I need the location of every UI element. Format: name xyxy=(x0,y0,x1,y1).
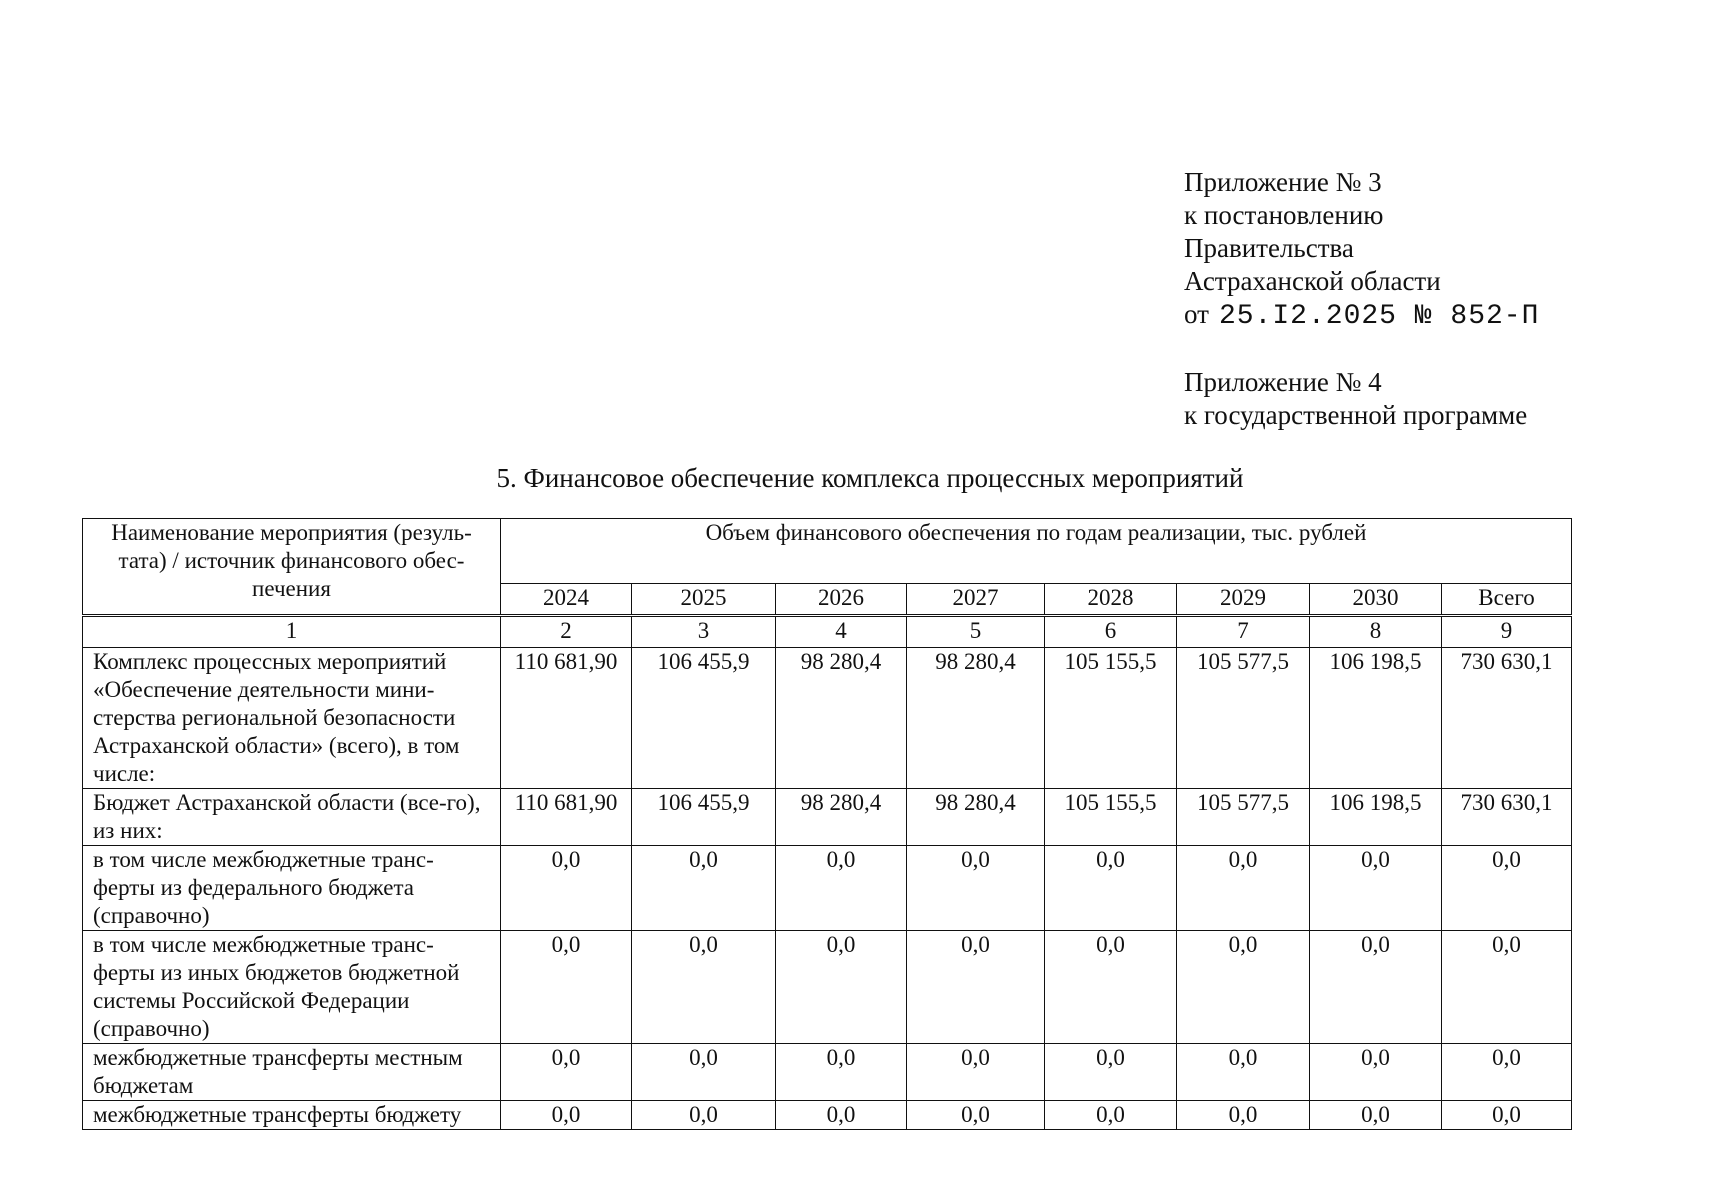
table-row xyxy=(83,846,1572,931)
column-number: 5 xyxy=(907,616,1045,648)
column-number: 6 xyxy=(1045,616,1177,648)
row-value: 106 198,5 xyxy=(1310,789,1442,846)
row-value: 0,0 xyxy=(1310,1101,1442,1130)
row-total: 730 630,1 xyxy=(1442,648,1572,789)
section-title: 5. Финансовое обеспечение комплекса процессных мероприятий xyxy=(496,463,1244,493)
column-number-row xyxy=(83,616,1572,648)
year-header: 2026 xyxy=(776,584,907,616)
row-value: 106 198,5 xyxy=(1310,648,1442,789)
row-value: 106 455,9 xyxy=(632,789,776,846)
column-number: 9 xyxy=(1442,616,1572,648)
year-header: 2025 xyxy=(632,584,776,616)
row-value: 0,0 xyxy=(776,1101,907,1130)
row-value: 0,0 xyxy=(501,931,632,1044)
row-value: 105 577,5 xyxy=(1177,789,1310,846)
row-value: 0,0 xyxy=(501,846,632,931)
column-number: 8 xyxy=(1310,616,1442,648)
row-value: 0,0 xyxy=(1310,846,1442,931)
row-value: 0,0 xyxy=(1177,1101,1310,1130)
row-name: межбюджетные трансферты бюджету xyxy=(83,1101,501,1130)
row-value: 110 681,90 xyxy=(501,648,632,789)
row-value: 0,0 xyxy=(776,1044,907,1101)
row-value: 98 280,4 xyxy=(907,648,1045,789)
row-value: 0,0 xyxy=(776,846,907,931)
year-header: 2024 xyxy=(501,584,632,616)
financing-table xyxy=(82,518,1572,1130)
row-value: 0,0 xyxy=(1310,1044,1442,1101)
header-volume-cell: Объем финансового обеспечения по годам реализации, тыс. рублей xyxy=(501,519,1572,584)
row-name: в том числе межбюджетные транс-ферты из федерального бюджета (справочно) xyxy=(83,846,501,931)
table-row xyxy=(83,1044,1572,1101)
row-value: 0,0 xyxy=(501,1101,632,1130)
appendix-line: Правительства xyxy=(1184,233,1354,263)
row-total: 730 630,1 xyxy=(1442,789,1572,846)
row-value: 0,0 xyxy=(1045,1101,1177,1130)
row-value: 0,0 xyxy=(501,1044,632,1101)
row-name: Бюджет Астраханской области (все-го), из них: xyxy=(83,789,501,846)
column-number: 7 xyxy=(1177,616,1310,648)
column-number: 1 xyxy=(83,616,501,648)
row-total: 0,0 xyxy=(1442,931,1572,1044)
row-value: 105 577,5 xyxy=(1177,648,1310,789)
decree-date-stamp: 25.I2.2025 № 852-П xyxy=(1218,301,1540,332)
row-value: 0,0 xyxy=(1177,1044,1310,1101)
row-value: 0,0 xyxy=(632,1101,776,1130)
row-value: 0,0 xyxy=(1045,1044,1177,1101)
total-header: Всего xyxy=(1442,584,1572,616)
year-header: 2029 xyxy=(1177,584,1310,616)
year-header: 2027 xyxy=(907,584,1045,616)
row-value: 0,0 xyxy=(632,931,776,1044)
table-row xyxy=(83,931,1572,1044)
row-total: 0,0 xyxy=(1442,846,1572,931)
row-value: 0,0 xyxy=(1310,931,1442,1044)
year-header: 2028 xyxy=(1045,584,1177,616)
table-row xyxy=(83,789,1572,846)
row-value: 98 280,4 xyxy=(907,789,1045,846)
row-name: межбюджетные трансферты местным бюджетам xyxy=(83,1044,501,1101)
row-value: 106 455,9 xyxy=(632,648,776,789)
row-value: 0,0 xyxy=(1177,931,1310,1044)
row-value: 98 280,4 xyxy=(776,648,907,789)
row-value: 0,0 xyxy=(907,1101,1045,1130)
appendix-line: Приложение № 4 xyxy=(1184,367,1382,397)
appendix-line: к государственной программе xyxy=(1184,400,1528,430)
table-row xyxy=(83,1101,1572,1130)
row-value: 0,0 xyxy=(1177,846,1310,931)
row-value: 0,0 xyxy=(907,846,1045,931)
table-row xyxy=(83,648,1572,789)
appendix-block xyxy=(1184,166,1539,432)
header-name-cell: Наименование мероприятия (резуль-тата) / источник финансового обес-печения xyxy=(83,519,501,616)
row-value: 0,0 xyxy=(632,846,776,931)
appendix-line: Астраханской области xyxy=(1184,266,1441,296)
row-value: 98 280,4 xyxy=(776,789,907,846)
row-total: 0,0 xyxy=(1442,1101,1572,1130)
row-name: Комплекс процессных мероприятий «Обеспечение деятельности мини-стерства региональной безопасности Астраханской области» (всего), в том числе: xyxy=(83,648,501,789)
row-total: 0,0 xyxy=(1442,1044,1572,1101)
row-value: 105 155,5 xyxy=(1045,789,1177,846)
year-header: 2030 xyxy=(1310,584,1442,616)
row-value: 0,0 xyxy=(1045,931,1177,1044)
column-number: 4 xyxy=(776,616,907,648)
row-value: 0,0 xyxy=(907,931,1045,1044)
row-value: 110 681,90 xyxy=(501,789,632,846)
date-prefix: от xyxy=(1184,299,1209,329)
row-value: 0,0 xyxy=(776,931,907,1044)
appendix-line: Приложение № 3 xyxy=(1184,167,1382,197)
row-value: 0,0 xyxy=(632,1044,776,1101)
row-value: 0,0 xyxy=(1045,846,1177,931)
column-number: 3 xyxy=(632,616,776,648)
row-value: 105 155,5 xyxy=(1045,648,1177,789)
column-number: 2 xyxy=(501,616,632,648)
row-value: 0,0 xyxy=(907,1044,1045,1101)
row-name: в том числе межбюджетные транс-ферты из иных бюджетов бюджетной системы Российской Федерации (справочно) xyxy=(83,931,501,1044)
decree-date-line xyxy=(1184,298,1539,333)
appendix-line: к постановлению xyxy=(1184,200,1384,230)
